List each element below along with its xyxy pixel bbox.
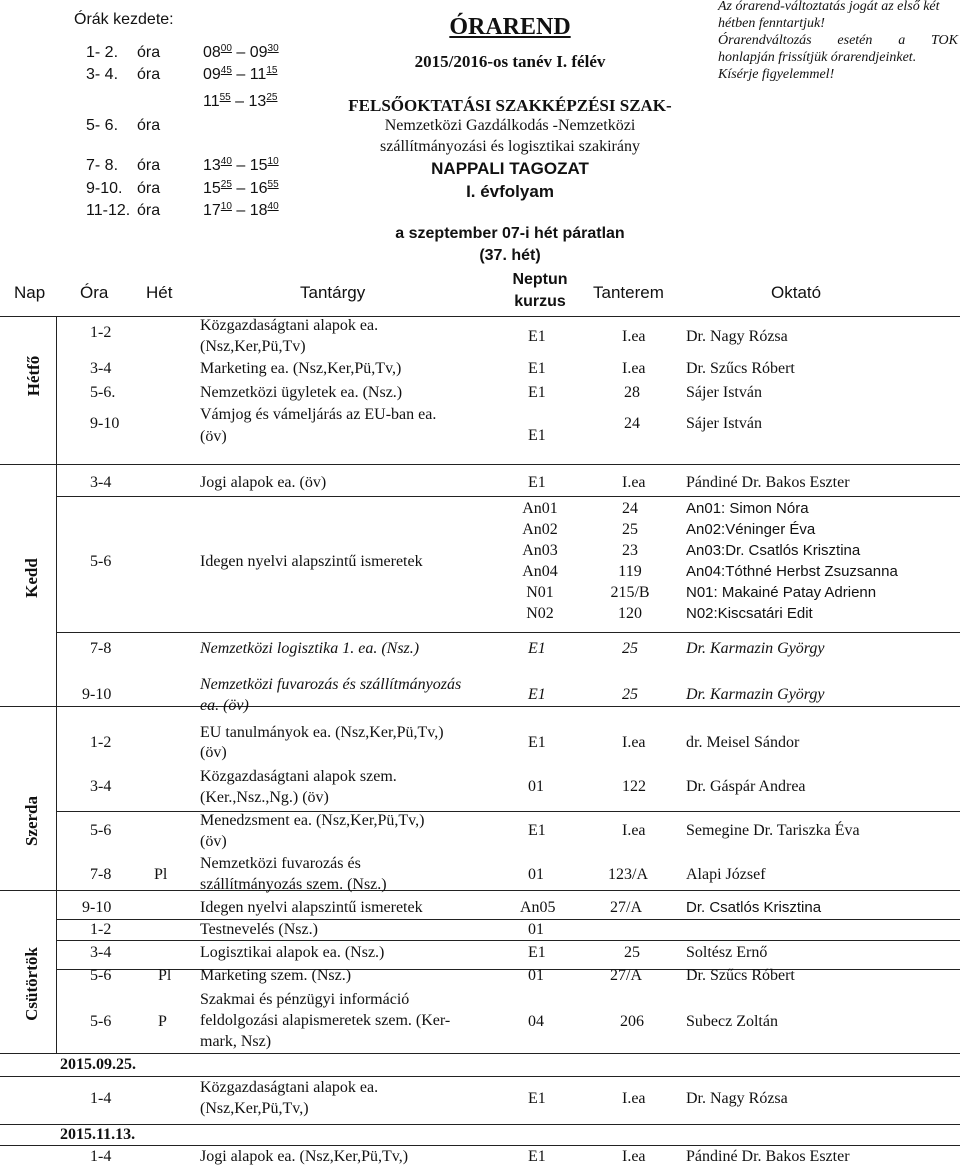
- row-subject-cont: feldolgozási alapismeretek szem. (Ker-: [200, 1012, 451, 1029]
- row-subject: Logisztikai alapok ea. (Nsz.): [200, 944, 385, 961]
- row-teacher: Soltész Ernő: [686, 944, 768, 961]
- row-teacher: Dr. Gáspár Andrea: [686, 778, 806, 795]
- list-item: 23: [622, 542, 638, 559]
- row-ora: 1-2: [90, 734, 112, 751]
- grid-line: [56, 811, 960, 812]
- row-subject: Jogi alapok ea. (öv): [200, 474, 327, 491]
- col-tantargy: Tantárgy: [300, 283, 366, 302]
- row-course: E1: [528, 360, 546, 377]
- row-course: E1: [528, 1090, 546, 1107]
- list-item: 25: [622, 521, 638, 538]
- times-label: Órák kezdete:: [74, 11, 174, 28]
- grid-line: [56, 496, 960, 497]
- row-het: Pl: [158, 967, 172, 984]
- grid-line: [56, 890, 57, 1053]
- col-oktato: Oktató: [771, 283, 822, 302]
- times-period: 5- 6.: [86, 117, 119, 134]
- row-date: 2015.09.25.: [60, 1056, 136, 1073]
- list-item: An04:Tóthné Herbst Zsuzsanna: [686, 563, 898, 580]
- row-teacher: Dr. Szűcs Róbert: [686, 360, 795, 377]
- list-item: An03: [522, 542, 558, 559]
- row-course: 01: [528, 778, 544, 795]
- list-item: An01: Simon Nóra: [686, 500, 809, 517]
- day-csutortok: Csütörtök: [22, 947, 41, 1021]
- grid-line: [0, 1145, 960, 1146]
- times-range: $13^{40} - 15^{10}$: [203, 156, 279, 174]
- row-subject: Testnevelés (Nsz.): [200, 921, 318, 938]
- row-course: E1: [528, 686, 546, 703]
- row-room: I.ea: [622, 1148, 646, 1165]
- notice-line-2: hétben fenntartjuk!: [718, 16, 825, 31]
- row-ora: 9-10: [82, 899, 112, 916]
- academic-year: 2015/2016-os tanév I. félév: [414, 52, 606, 71]
- row-subject-cont: (Nsz,Ker,Pü,Tv): [200, 338, 306, 355]
- list-item: N01: [526, 584, 554, 601]
- row-room: 123/A: [608, 866, 648, 883]
- row-room: I.ea: [622, 822, 646, 839]
- grade: I. évfolyam: [466, 182, 554, 201]
- row-ora: 7-8: [90, 640, 112, 657]
- row-teacher: Subecz Zoltán: [686, 1013, 778, 1030]
- grid-line: [56, 632, 960, 633]
- row-teacher: Dr. Karmazin György: [686, 640, 825, 657]
- page-title: ÓRAREND: [449, 14, 571, 40]
- row-subject: Közgazdaságtani alapok ea.: [200, 1079, 379, 1096]
- times-range: $08^{00} - 09^{30}$: [203, 43, 279, 61]
- grid-line: [56, 940, 960, 941]
- row-teacher: Dr. Szűcs Róbert: [686, 967, 795, 984]
- row-subject-cont: (öv): [200, 744, 227, 761]
- row-subject: Vámjog és vámeljárás az EU-ban ea.: [200, 406, 437, 423]
- row-subject: Közgazdaságtani alapok szem.: [200, 768, 397, 785]
- week-info-1: a szeptember 07-i hét páratlan: [395, 225, 625, 242]
- list-item: 120: [618, 605, 642, 622]
- row-subject-cont: (Nsz,Ker,Pü,Tv,): [200, 1100, 309, 1117]
- times-period: 7- 8.: [86, 157, 119, 174]
- col-nap: Nap: [14, 283, 46, 302]
- col-tanterem: Tanterem: [593, 283, 664, 302]
- row-room: 122: [622, 778, 646, 795]
- row-course: 01: [528, 866, 544, 883]
- times-unit: óra: [137, 66, 161, 83]
- row-subject-cont: mark, Nsz): [200, 1033, 272, 1050]
- col-het: Hét: [146, 283, 173, 302]
- row-het: P: [158, 1013, 167, 1030]
- times-period: 3- 4.: [86, 66, 119, 83]
- row-ora: 9-10: [90, 415, 120, 432]
- row-ora: 5-6.: [90, 384, 116, 401]
- grid-line: [0, 890, 960, 891]
- row-subject: Menedzsment ea. (Nsz,Ker,Pü,Tv,): [200, 812, 425, 829]
- row-course: 04: [528, 1013, 544, 1030]
- row-subject: Marketing ea. (Nsz,Ker,Pü,Tv,): [200, 360, 402, 377]
- row-ora: 3-4: [90, 360, 112, 377]
- times-unit: óra: [137, 117, 161, 134]
- row-ora: 3-4: [90, 778, 112, 795]
- row-teacher: Semegine Dr. Tariszka Éva: [686, 822, 860, 839]
- row-room: 27/A: [610, 967, 642, 984]
- times-range: $09^{45} - 11^{15}$: [203, 65, 278, 83]
- row-course: 01: [528, 921, 544, 938]
- row-course: E1: [528, 822, 546, 839]
- day-hetfo: Hétfő: [24, 355, 43, 397]
- row-room: 25: [622, 686, 638, 703]
- notice-line-4: honlapján frissítjük órarendjeinket.: [718, 50, 917, 65]
- times-range: $15^{25} - 16^{55}$: [203, 179, 279, 197]
- row-teacher: Pándiné Dr. Bakos Eszter: [686, 474, 850, 491]
- times-period: 11-12.: [86, 202, 131, 219]
- row-teacher: Sájer István: [686, 384, 762, 401]
- list-item: An02: [522, 521, 558, 538]
- row-course: E1: [528, 328, 546, 345]
- grid-line: [56, 464, 57, 706]
- row-teacher: Dr. Karmazin György: [686, 686, 825, 703]
- grid-line: [0, 706, 960, 707]
- times-unit: óra: [137, 180, 161, 197]
- times-unit: óra: [137, 202, 161, 219]
- row-room: I.ea: [622, 328, 646, 345]
- program-line-1: Nemzetközi Gazdálkodás -Nemzetközi: [384, 117, 636, 134]
- times-unit: óra: [137, 157, 161, 174]
- notice-line-3: Órarendváltozás esetén a TOK: [718, 33, 958, 48]
- grid-line: [56, 706, 57, 890]
- row-date: 2015.11.13.: [60, 1126, 136, 1143]
- row-course: E1: [528, 944, 546, 961]
- row-room: 25: [622, 640, 638, 657]
- row-subject: Szakmai és pénzügyi információ: [200, 991, 410, 1008]
- row-course: E1: [528, 384, 546, 401]
- list-item: N02: [526, 605, 554, 622]
- row-subject: Közgazdaságtani alapok ea.: [200, 317, 379, 334]
- times-unit: óra: [137, 44, 161, 61]
- row-het: Pl: [154, 866, 168, 883]
- row-room: 25: [624, 944, 640, 961]
- row-subject-cont: szállítmányozás szem. (Nsz.): [200, 876, 387, 893]
- row-subject: Jogi alapok ea. (Nsz,Ker,Pü,Tv,): [200, 1148, 409, 1165]
- week-info-2: (37. hét): [479, 247, 541, 264]
- row-ora: 3-4: [90, 474, 112, 491]
- row-room: 24: [624, 415, 640, 432]
- times-period: 1- 2.: [86, 44, 119, 61]
- times-period: 9-10.: [86, 180, 123, 197]
- grid-line: [0, 1053, 960, 1054]
- row-subject: Marketing szem. (Nsz.): [200, 967, 352, 984]
- row-room: I.ea: [622, 1090, 646, 1107]
- row-teacher: Pándiné Dr. Bakos Eszter: [686, 1148, 850, 1165]
- grid-line: [56, 919, 960, 920]
- row-subject: Nemzetközi fuvarozás és: [200, 855, 361, 872]
- row-subject: Idegen nyelvi alapszintű ismeretek: [200, 899, 423, 916]
- row-subject-cont: (öv): [200, 428, 227, 445]
- row-course: E1: [528, 474, 546, 491]
- row-teacher: Dr. Nagy Rózsa: [686, 1090, 788, 1107]
- row-course: E1: [528, 640, 546, 657]
- notice-line-5: Kísérje figyelemmel!: [718, 67, 835, 82]
- row-room: I.ea: [622, 474, 646, 491]
- row-room: I.ea: [622, 734, 646, 751]
- row-ora: 5-6: [90, 967, 112, 984]
- row-teacher: Dr. Csatlós Krisztina: [686, 899, 822, 916]
- col-neptun-1: Neptun: [512, 271, 568, 288]
- grid-line: [56, 969, 960, 970]
- row-ora: 7-8: [90, 866, 112, 883]
- list-item: An01: [522, 500, 558, 517]
- times-range: $17^{10} - 18^{40}$: [203, 201, 279, 219]
- day-szerda: Szerda: [22, 795, 41, 847]
- row-ora: 1-4: [90, 1148, 112, 1165]
- list-item: 24: [622, 500, 638, 517]
- row-course: E1: [528, 427, 546, 444]
- notice-line-1: Az órarend-változtatás jogát az első két: [718, 0, 940, 14]
- row-course: E1: [528, 734, 546, 751]
- col-ora: Óra: [80, 283, 109, 302]
- row-ora: 3-4: [90, 944, 112, 961]
- grid-line: [0, 1076, 960, 1077]
- day-kedd: Kedd: [22, 558, 41, 598]
- program-line-2: szállítmányozási és logisztikai szakirány: [380, 138, 640, 155]
- list-item: 215/B: [610, 584, 650, 601]
- row-ora: 9-10: [82, 686, 112, 703]
- row-room: 28: [624, 384, 640, 401]
- row-room: 206: [620, 1013, 644, 1030]
- row-room: I.ea: [622, 360, 646, 377]
- grid-line: [56, 316, 57, 464]
- row-course: 01: [528, 967, 544, 984]
- row-subject: EU tanulmányok ea. (Nsz,Ker,Pü,Tv,): [200, 724, 444, 741]
- list-item: An02:Véninger Éva: [686, 521, 816, 538]
- row-course: E1: [528, 1148, 546, 1165]
- row-ora: 5-6: [90, 1013, 112, 1030]
- row-teacher: Sájer István: [686, 415, 762, 432]
- grid-line: [0, 464, 960, 465]
- school-name: FELSŐOKTATÁSI SZAKKÉPZÉSI SZAK-: [348, 96, 672, 115]
- list-item: 119: [618, 563, 642, 580]
- row-subject: Idegen nyelvi alapszintű ismeretek: [200, 553, 423, 570]
- grid-line: [0, 1124, 960, 1125]
- list-item: An04: [522, 563, 558, 580]
- row-room: 27/A: [610, 899, 642, 916]
- list-item: An03:Dr. Csatlós Krisztina: [686, 542, 861, 559]
- row-ora: 5-6: [90, 822, 112, 839]
- study-mode: NAPPALI TAGOZAT: [431, 159, 589, 178]
- row-teacher: Alapi József: [686, 866, 766, 883]
- row-subject: Nemzetközi fuvarozás és szállítmányozás: [200, 676, 462, 693]
- list-item: N01: Makainé Patay Adrienn: [686, 584, 877, 601]
- notice-box: [718, 0, 958, 83]
- row-ora: 1-2: [90, 921, 112, 938]
- row-ora: 1-4: [90, 1090, 112, 1107]
- list-item: N02:Kiscsatári Edit: [686, 605, 813, 622]
- times-range: $11^{55} - 13^{25}$: [203, 92, 278, 110]
- row-teacher: Dr. Nagy Rózsa: [686, 328, 788, 345]
- row-subject-cont: (öv): [200, 833, 227, 850]
- row-subject: Nemzetközi ügyletek ea. (Nsz.): [200, 384, 403, 401]
- grid-line: [0, 316, 960, 317]
- row-subject: Nemzetközi logisztika 1. ea. (Nsz.): [200, 640, 420, 657]
- row-subject-cont: ea. (öv): [200, 697, 249, 714]
- row-subject-cont: (Ker.,Nsz.,Ng.) (öv): [200, 789, 329, 806]
- col-neptun-2: kurzus: [514, 293, 566, 310]
- row-ora: 1-2: [90, 324, 112, 341]
- row-ora: 5-6: [90, 553, 112, 570]
- row-teacher: dr. Meisel Sándor: [686, 734, 800, 751]
- row-course: An05: [520, 899, 556, 916]
